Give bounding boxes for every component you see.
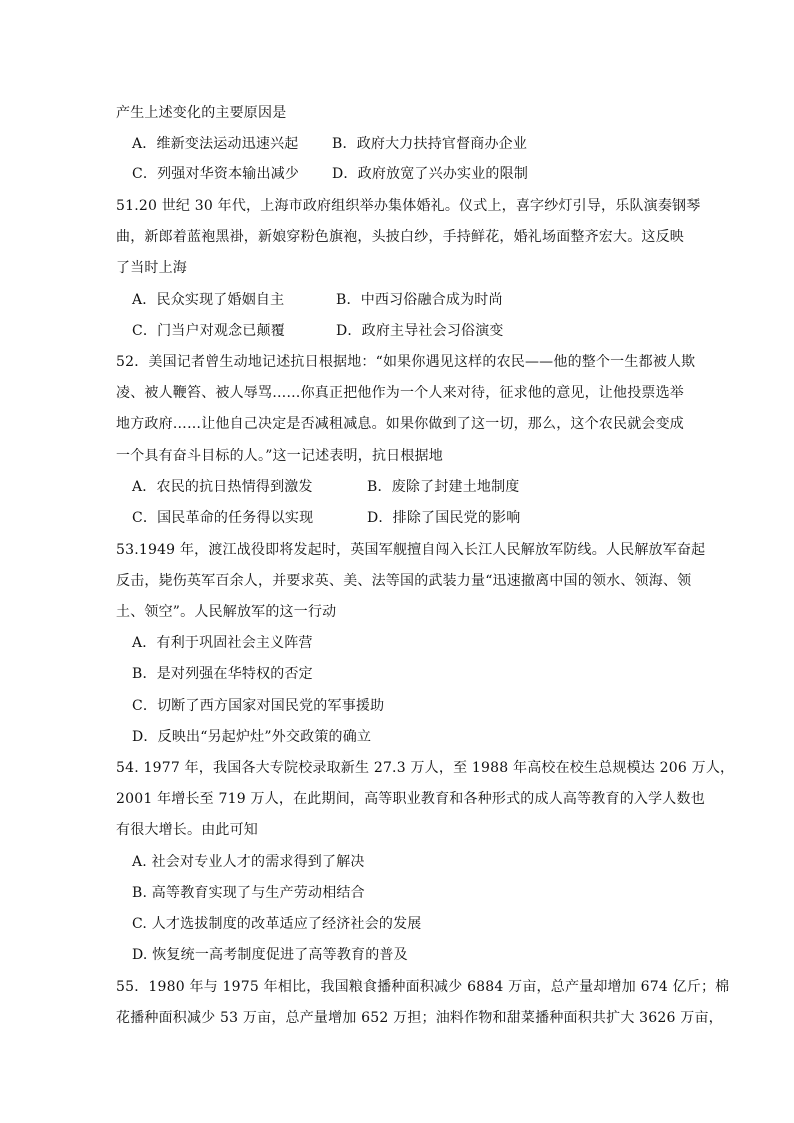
option-a: A．有利于巩固社会主义阵营 — [132, 635, 313, 651]
option-a-text: A．农民的抗日热情得到激发 — [132, 479, 313, 495]
option-d-text: D．排除了国民党的影响 — [367, 510, 521, 526]
question-51-options-row-2 — [132, 321, 504, 341]
option-a: A. 社会对专业人才的需求得到了解决 — [132, 854, 365, 870]
question-55-stem-line-1: 55．1980 年与 1975 年相比，我国粮食播种面积减少 6884 万亩，总产量却增加 674 亿斤；棉 — [116, 979, 730, 995]
option-c-text: C．国民革命的任务得以实现 — [132, 510, 314, 526]
option-d: D. 恢复统一高考制度促进了高等教育的普及 — [132, 947, 408, 963]
question-stem-line: 产生上述变化的主要原因是 — [116, 105, 287, 121]
question-52-stem-line-4: 一个具有奋斗目标的人。”这一记述表明，抗日根据地 — [116, 448, 443, 464]
question-54-stem-line-1: 54. 1977 年，我国各大专院校录取新生 27.3 万人，至 1988 年高校在校生总规模达 206 万人， — [116, 760, 735, 776]
option-b-text: B．政府大力扶持官督商办企业 — [332, 136, 528, 152]
option-c — [132, 164, 529, 184]
option-d-text: D．政府主导社会习俗演变 — [336, 323, 504, 339]
question-51-options-row-1 — [132, 290, 503, 310]
question-51-stem-line-1: 51.20 世纪 30 年代，上海市政府组织举办集体婚礼。仪式上，喜字纱灯引导，乐队演奏钢琴 — [116, 198, 701, 214]
question-52-stem-line-3: 地方政府……让他自己决定是否减租减息。如果你做到了这一切，那么，这个农民就会变成 — [116, 416, 684, 432]
question-51-stem-line-2: 曲，新郎着蓝袍黑褂，新娘穿粉色旗袍，头披白纱，手持鲜花，婚礼场面整齐宏大。这反映 — [116, 229, 684, 245]
option-c: C．切断了西方国家对国民党的军事援助 — [132, 698, 385, 714]
question-53-stem-line-2: 反击，毙伤英军百余人，并要求英、美、法等国的武装力量“迅速撤离中国的领水、领海、领 — [116, 573, 692, 589]
question-53-stem-line-1: 53.1949 年，渡江战役即将发起时，英国军舰擅自闯入长江人民解放军防线。人民解放军奋起 — [116, 542, 706, 558]
option-c: C. 人才选拔制度的改革适应了经济社会的发展 — [132, 916, 422, 932]
question-52-options-row-2 — [132, 508, 521, 528]
question-53-stem-line-3: 土、领空”。人民解放军的这一行动 — [116, 604, 337, 620]
question-55-stem-line-2: 花播种面积减少 53 万亩，总产量增加 652 万担；油料作物和甜菜播种面积共扩大 3626 万亩， — [116, 1010, 723, 1026]
question-52-stem-line-1: 52．美国记者曾生动地记述抗日根据地：“如果你遇见这样的农民——他的整个一生都被人欺 — [116, 354, 696, 370]
option-d-text: D．政府放宽了兴办实业的限制 — [332, 166, 529, 182]
question-54-stem-line-2: 2001 年增长至 719 万人，在此期间，高等职业教育和各种形式的成人高等教育的入学人数也 — [116, 791, 705, 807]
option-c-text: C．列强对华资本输出减少 — [132, 166, 300, 182]
question-51-stem-line-3: 了当时上海 — [116, 260, 187, 276]
option-b-text: B．中西习俗融合成为时尚 — [336, 292, 503, 308]
question-54-stem-line-3: 有很大增长。由此可知 — [116, 822, 258, 838]
option-b-text: B．废除了封建土地制度 — [367, 479, 520, 495]
option-b: B. 高等教育实现了与生产劳动相结合 — [132, 885, 365, 901]
option-a — [132, 134, 528, 154]
option-a-text: A．民众实现了婚姻自主 — [132, 292, 285, 308]
option-b: B．是对列强在华特权的否定 — [132, 666, 313, 682]
option-a-text: A．维新变法运动迅速兴起 — [132, 136, 299, 152]
option-c-text: C．门当户对观念已颠覆 — [132, 323, 285, 339]
question-52-stem-line-2: 凌、被人鞭笞、被人辱骂……你真正把他作为一个人来对待，征求他的意见，让他投票选举 — [116, 385, 684, 401]
option-d: D．反映出“另起炉灶”外交政策的确立 — [132, 729, 372, 745]
question-52-options-row-1 — [132, 477, 520, 497]
